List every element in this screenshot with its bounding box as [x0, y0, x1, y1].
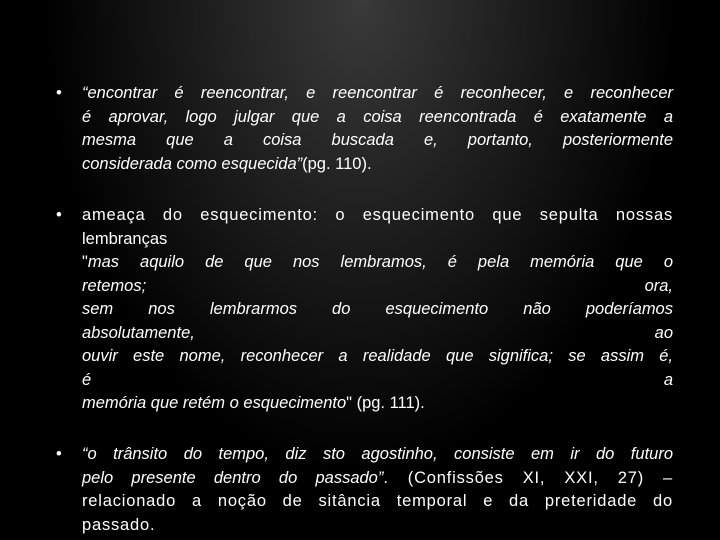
bullet-2-text: [82, 204, 673, 416]
bullet-1-line-3: mesma que a coisa buscada e, portanto, posteriormente: [82, 131, 673, 149]
bullet-marker: •: [56, 445, 62, 463]
quote-text: mas aquilo de que nos lembramos, é pela memória que o: [87, 253, 673, 271]
bullet-1-line-1: “encontrar é reencontrar, e reencontrar é reconhecer, e reconhecer: [82, 84, 673, 102]
bullet-marker: •: [56, 206, 62, 224]
word-left: absolutamente,: [82, 323, 195, 342]
bullet-1-text: [82, 82, 673, 176]
bullet-2-line-3: [82, 251, 673, 275]
bullet-2-line-1: ameaça do esquecimento: o esquecimento que sepulta nossas: [82, 206, 673, 224]
word-left: retemos;: [82, 276, 147, 295]
bullet-2-citation: " (pg. 111).: [346, 394, 425, 412]
bullet-1-line-4: [82, 153, 673, 177]
bullet-1-citation: (pg. 110).: [302, 154, 372, 173]
quote-mark: ": [82, 253, 88, 271]
bullet-marker: •: [56, 84, 62, 102]
bullet-1-quote-end: considerada como esquecida”: [82, 154, 303, 173]
quote-end: pelo presente dentro do passado”: [82, 468, 384, 487]
bullet-2-line-6: [82, 322, 673, 346]
bullet-2-line-2: lembranças: [82, 229, 168, 248]
bullet-2-line-5: sem nos lembrarmos do esquecimento não poderíamos: [82, 300, 673, 318]
bullet-2-line-8: [82, 369, 673, 393]
bullet-2-line-7: ouvir este nome, reconhecer a realidade que significa; se assim é,: [82, 347, 673, 365]
bullet-1-line-2: é aprovar, logo julgar que a coisa reencontrada é exatamente a: [82, 107, 673, 126]
word-right: a: [663, 370, 673, 389]
bullet-3-text: [82, 443, 673, 537]
word-right: ora,: [644, 276, 673, 295]
bullet-3-line-2: [82, 467, 673, 491]
word-left: é: [82, 370, 92, 389]
bullet-3-citation: . (Confissões XI, XXI, 27) –: [383, 468, 673, 487]
bullet-2-line-4: [82, 275, 673, 299]
bullet-3-line-4: passado.: [82, 515, 156, 534]
bullet-3-line-3: relacionado a noção de sitância temporal e da preteridade do: [82, 492, 673, 510]
bullet-3-line-1: “o trânsito do tempo, diz sto agostinho, consiste em ir do futuro: [82, 445, 673, 463]
quote-end: memória que retém o esquecimento: [82, 394, 347, 412]
word-right: ao: [654, 323, 673, 342]
bullet-2-line-9: [82, 392, 673, 416]
